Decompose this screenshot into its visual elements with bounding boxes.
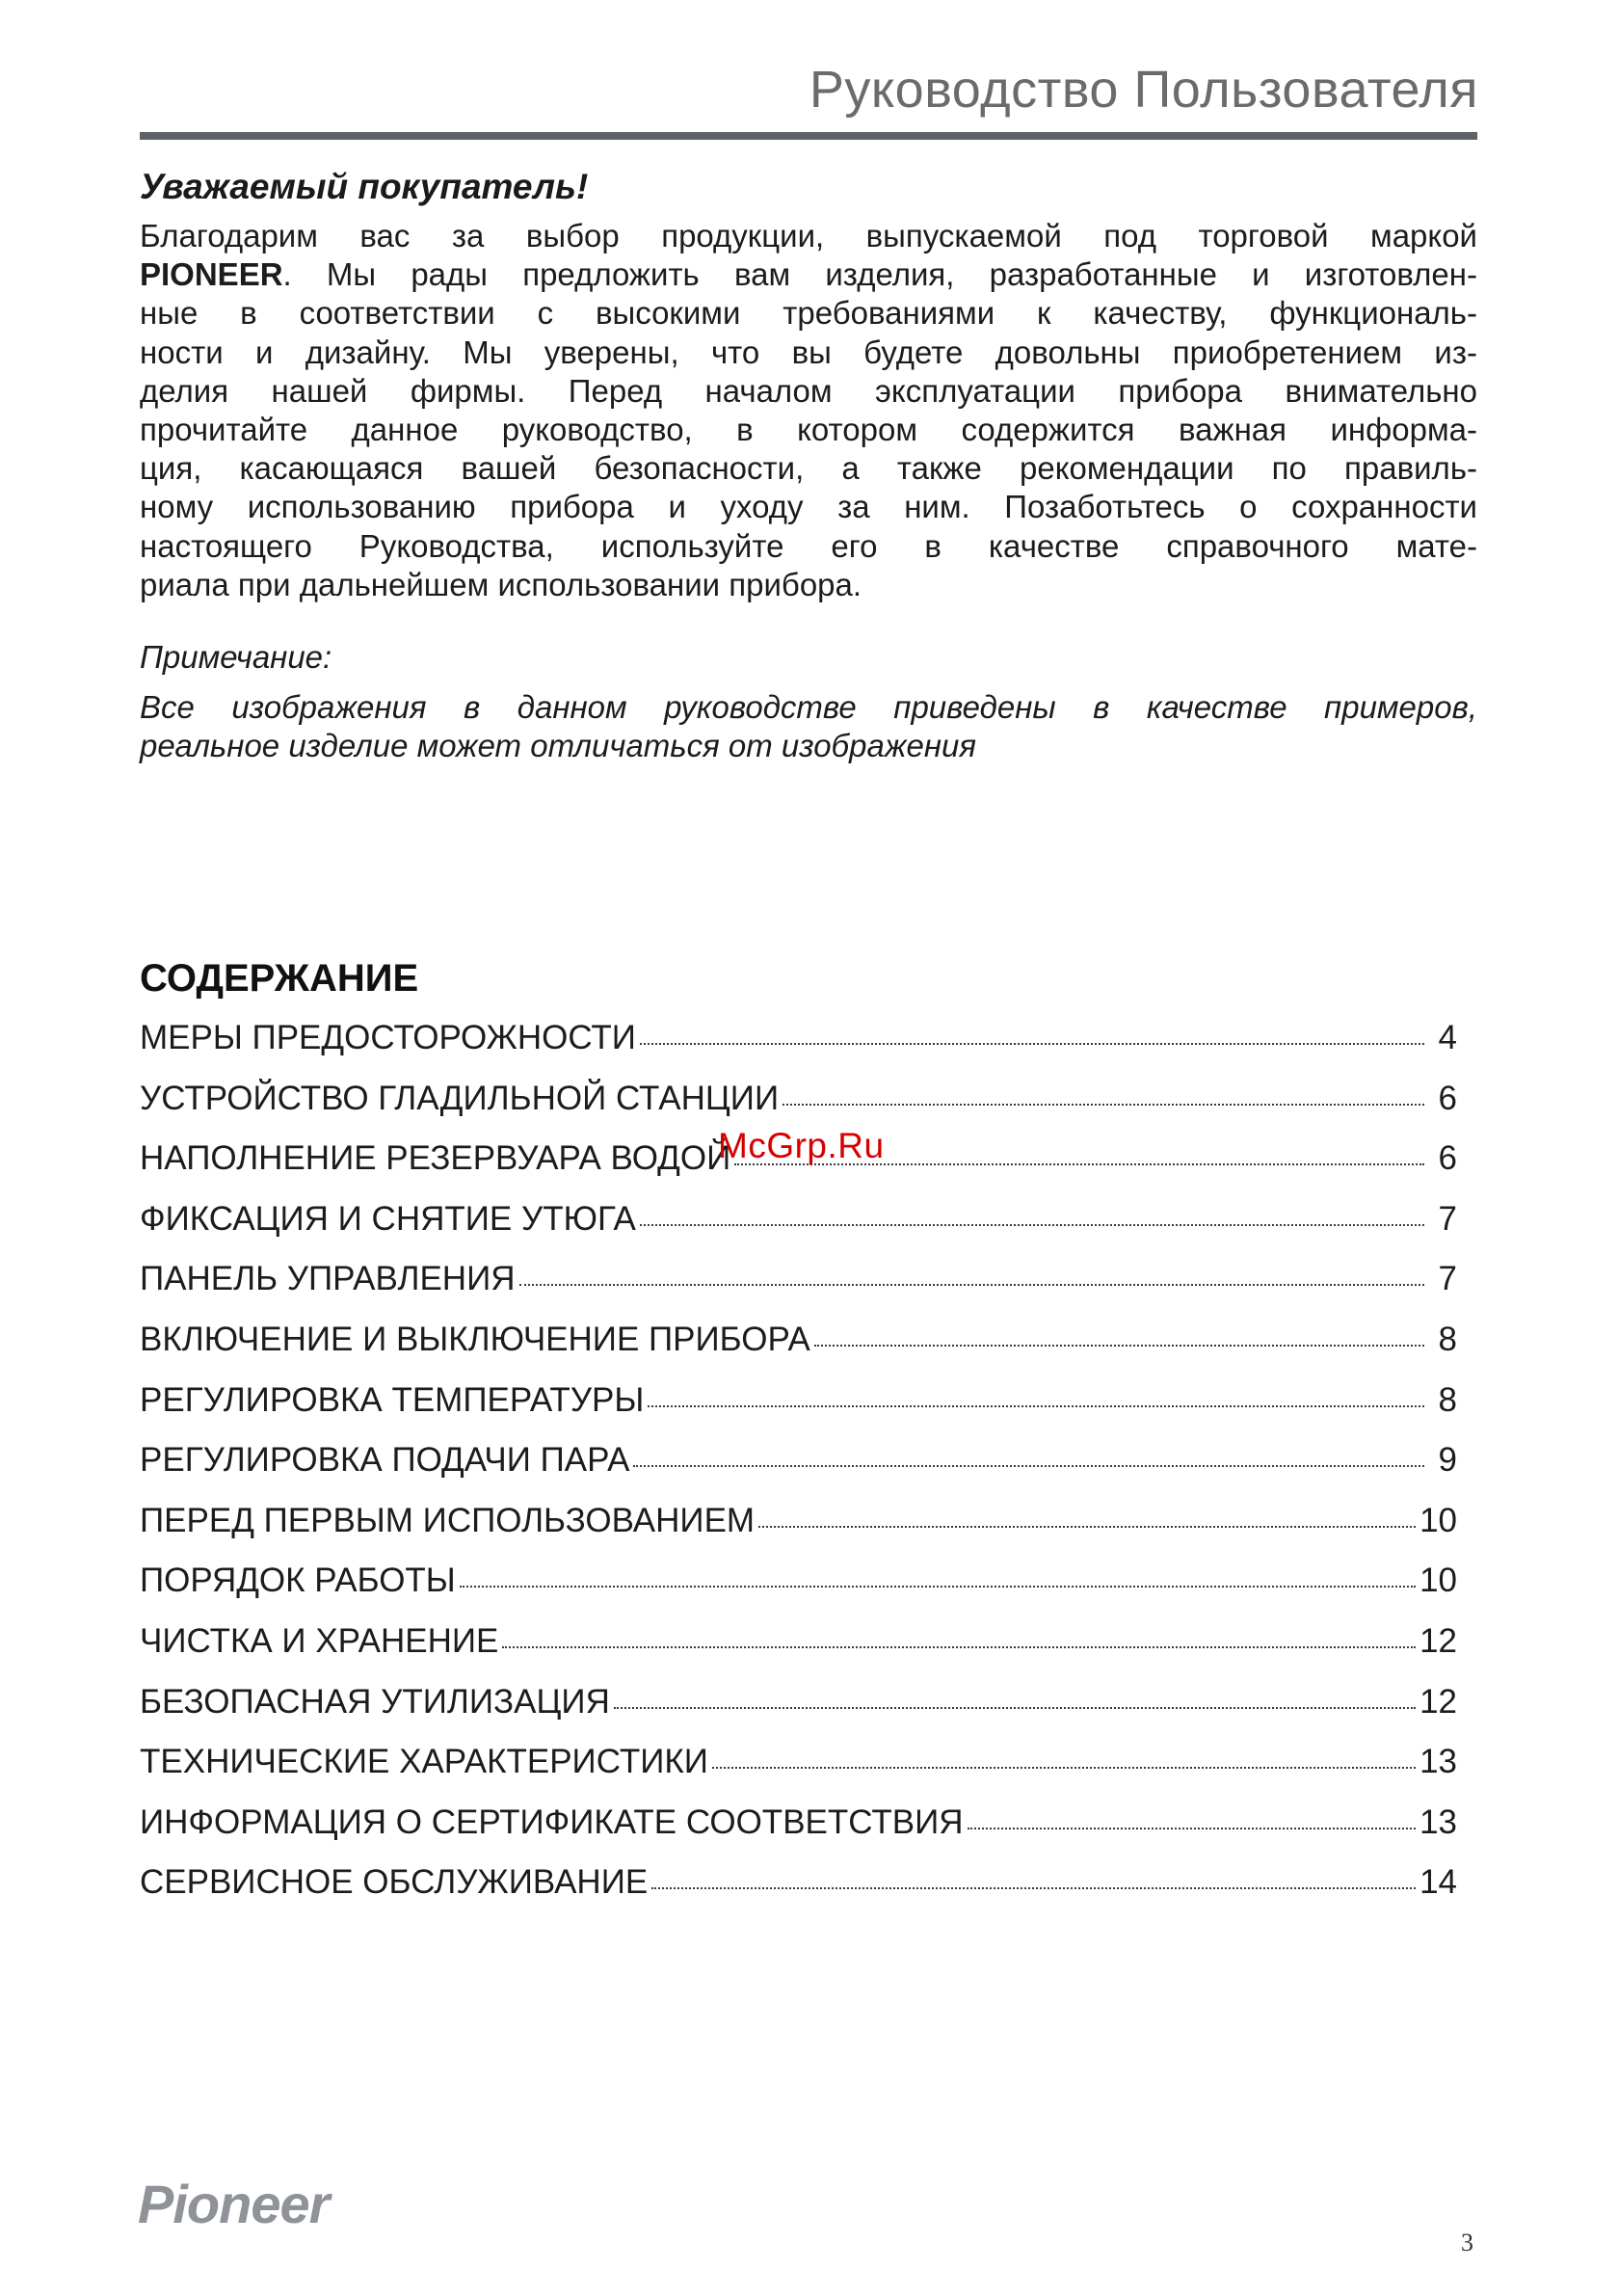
intro-line: ные в соответствии с высокими требованиями к качеству, функциональ-: [140, 295, 1477, 332]
toc-entry-page: 10: [1419, 1501, 1457, 1539]
dot-leader: [814, 1345, 1424, 1347]
toc-entry-label: РЕГУЛИРОВКА ТЕМПЕРАТУРЫ: [140, 1380, 645, 1419]
toc-entry-page: 4: [1438, 1019, 1457, 1056]
toc-entry-label: ТЕХНИЧЕСКИЕ ХАРАКТЕРИСТИКИ: [140, 1743, 708, 1781]
toc-entry-page: 10: [1419, 1562, 1457, 1600]
dot-leader: [782, 1104, 1424, 1106]
header-rule: [140, 132, 1477, 140]
toc-entry[interactable]: [140, 1381, 1457, 1442]
dot-leader: [502, 1646, 1416, 1648]
toc-entry[interactable]: [140, 1260, 1457, 1321]
dot-leader: [640, 1224, 1424, 1226]
page-header-title: Руководство Пользователя: [809, 61, 1478, 119]
toc-entry[interactable]: [140, 1200, 1457, 1261]
dot-leader: [519, 1284, 1425, 1286]
toc-entry[interactable]: [140, 1019, 1457, 1080]
toc-entry-page: 14: [1419, 1863, 1457, 1902]
note-text: [140, 688, 1477, 765]
toc-entry-label: ПЕРЕД ПЕРВЫМ ИСПОЛЬЗОВАНИЕМ: [140, 1501, 756, 1539]
dot-leader: [460, 1586, 1416, 1588]
toc-entry[interactable]: [140, 1441, 1457, 1502]
toc-entry-page: 12: [1419, 1621, 1457, 1660]
toc-entry-page: 7: [1438, 1260, 1457, 1298]
intro-line: ности и дизайну. Мы уверены, что вы будете довольны приобретением из-: [140, 334, 1477, 370]
toc-entry-page: 6: [1438, 1079, 1457, 1117]
dot-leader: [633, 1465, 1424, 1467]
toc-entry[interactable]: [140, 1321, 1457, 1381]
toc-entry-label: ИНФОРМАЦИЯ О СЕРТИФИКАТЕ СООТВЕТСТВИЯ: [140, 1802, 964, 1841]
toc-entry-label: НАПОЛНЕНИЕ РЕЗЕРВУАРА ВОДОЙ: [140, 1139, 731, 1178]
toc-entry-page: 13: [1419, 1802, 1457, 1841]
intro-line: настоящего Руководства, используйте его в качестве справочного мате-: [140, 527, 1477, 564]
toc-entry[interactable]: [140, 1743, 1457, 1803]
dot-leader: [651, 1887, 1416, 1889]
dot-leader: [968, 1828, 1417, 1829]
intro-line: прочитайте данное руководство, в котором содержится важная информа-: [140, 411, 1477, 447]
toc-entry-label: СЕРВИСНОЕ ОБСЛУЖИВАНИЕ: [140, 1863, 649, 1902]
intro-paragraph: [140, 217, 1477, 604]
toc-entry-page: 8: [1438, 1380, 1457, 1419]
intro-line: делия нашей фирмы. Перед началом эксплуатации прибора внимательно: [140, 372, 1477, 409]
intro-line: ция, касающаяся вашей безопасности, а также рекомендации по правиль-: [140, 450, 1477, 487]
brand-name: PIONEER: [140, 256, 283, 293]
toc-entry[interactable]: [140, 1502, 1457, 1562]
toc-entry[interactable]: [140, 1803, 1457, 1864]
toc-entry[interactable]: [140, 1683, 1457, 1744]
intro-line-text: . Мы рады предложить вам изделия, разработанные и изготовлен-: [282, 256, 1477, 293]
pioneer-logo: Pioneer: [138, 2174, 330, 2234]
toc-entry-label: ПОРЯДОК РАБОТЫ: [140, 1562, 456, 1600]
dot-leader: [712, 1767, 1416, 1769]
dot-leader: [648, 1405, 1424, 1407]
toc-entry-page: 12: [1419, 1682, 1457, 1721]
note-label: Примечание:: [140, 639, 332, 675]
toc-entry-label: ФИКСАЦИЯ И СНЯТИЕ УТЮГА: [140, 1199, 636, 1238]
intro-line: ному использованию прибора и уходу за ним. Позаботьтесь о сохранности: [140, 489, 1477, 525]
note-line: Все изображения в данном руководстве приведены в качестве примеров,: [140, 689, 1477, 725]
intro-line: риала при дальнейшем использовании прибора.: [140, 566, 862, 602]
toc-entry-label: ЧИСТКА И ХРАНЕНИЕ: [140, 1621, 499, 1660]
toc-entry-label: МЕРЫ ПРЕДОСТОРОЖНОСТИ: [140, 1019, 636, 1056]
toc-entry-page: 6: [1438, 1139, 1457, 1178]
toc-entry-label: РЕГУЛИРОВКА ПОДАЧИ ПАРА: [140, 1441, 630, 1480]
note-line: реальное изделие может отличаться от изображения: [140, 728, 977, 763]
toc-entry-page: 13: [1419, 1743, 1457, 1781]
watermark-text: McGrp.Ru: [718, 1126, 885, 1165]
toc-entry[interactable]: [140, 1562, 1457, 1622]
intro-line: [140, 255, 1477, 294]
toc-heading: СОДЕРЖАНИЕ: [140, 957, 419, 1000]
toc-entry-label: ВКЛЮЧЕНИЕ И ВЫКЛЮЧЕНИЕ ПРИБОРА: [140, 1320, 810, 1358]
intro-line: Благодарим вас за выбор продукции, выпускаемой под торговой маркой: [140, 218, 1477, 254]
toc-entry-page: 9: [1438, 1441, 1457, 1480]
toc-entry-label: УСТРОЙСТВО ГЛАДИЛЬНОЙ СТАНЦИИ: [140, 1079, 780, 1117]
toc-entry[interactable]: [140, 1863, 1457, 1924]
dot-leader: [640, 1043, 1424, 1045]
dot-leader: [758, 1526, 1416, 1528]
greeting-heading: Уважаемый покупатель!: [140, 167, 589, 206]
toc-entry-label: ПАНЕЛЬ УПРАВЛЕНИЯ: [140, 1260, 516, 1298]
page-number: 3: [1461, 2229, 1473, 2256]
dot-leader: [614, 1707, 1416, 1709]
toc-entry[interactable]: [140, 1622, 1457, 1683]
toc-entry-page: 7: [1438, 1199, 1457, 1238]
toc-entry-page: 8: [1438, 1320, 1457, 1358]
toc-entry-label: БЕЗОПАСНАЯ УТИЛИЗАЦИЯ: [140, 1682, 610, 1721]
